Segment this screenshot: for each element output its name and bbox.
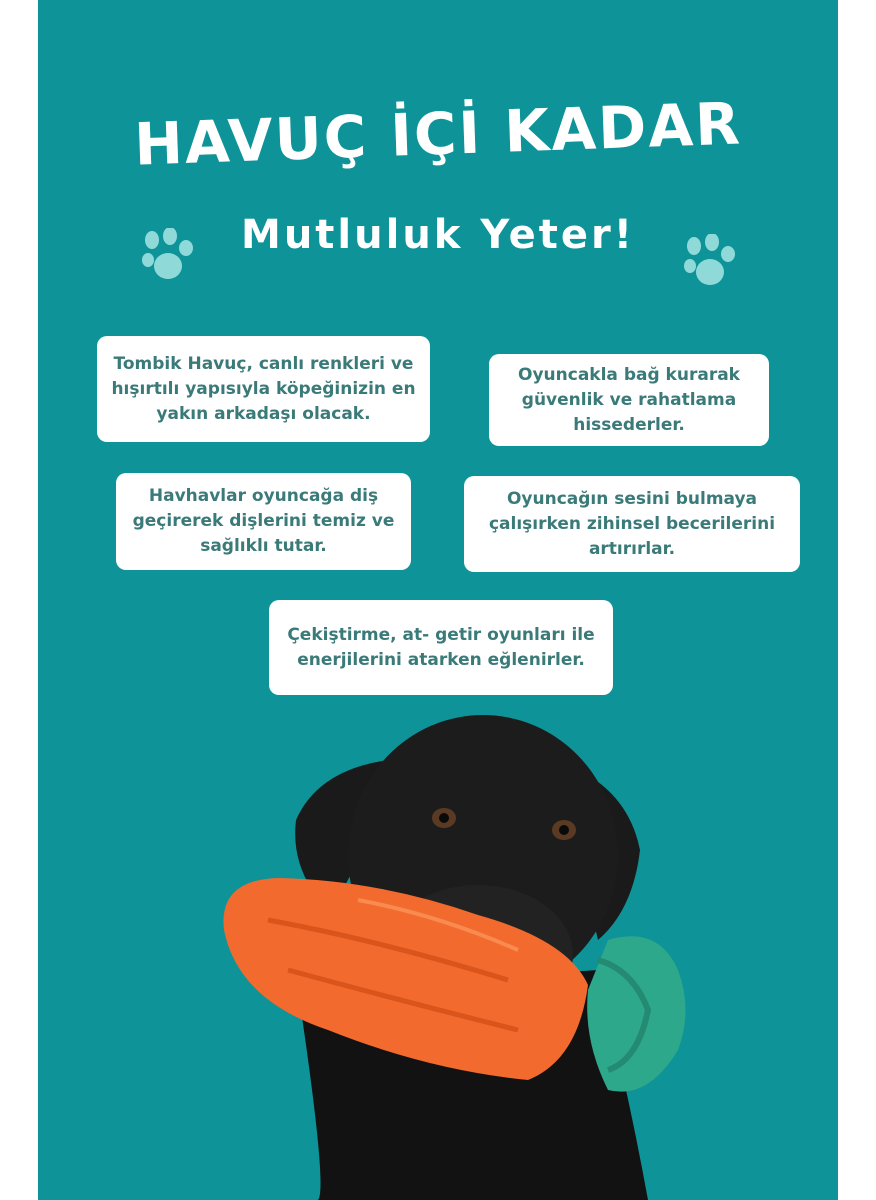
feature-card <box>97 336 430 442</box>
feature-text: Oyuncağın sesini bulmaya çalışırken zihinsel becerilerini artırırlar. <box>488 488 776 559</box>
feature-card <box>464 476 800 572</box>
poster-subtitle: Mutluluk Yeter! <box>241 212 635 258</box>
feature-text: Havhavlar oyuncağa diş geçirerek dişlerini temiz ve sağlıklı tutar. <box>132 486 395 556</box>
paw-print-icon <box>140 228 196 288</box>
product-poster <box>38 0 838 1200</box>
feature-card <box>269 600 613 695</box>
poster-title: HAVUÇ İÇİ KADAR <box>133 89 743 179</box>
feature-text: Oyuncakla bağ kurarak güvenlik ve rahatlama hissederler. <box>518 364 740 435</box>
feature-card <box>489 354 769 446</box>
dog-photo <box>178 710 698 1200</box>
paw-print-icon <box>682 234 738 294</box>
feature-text: Çekiştirme, at- getir oyunları ile enerjilerini atarken eğlenirler. <box>287 624 595 670</box>
feature-text: Tombik Havuç, canlı renkleri ve hışırtılı yapısıyla köpeğinizin en yakın arkadaşı olacak. <box>111 353 416 424</box>
feature-card <box>116 473 411 570</box>
